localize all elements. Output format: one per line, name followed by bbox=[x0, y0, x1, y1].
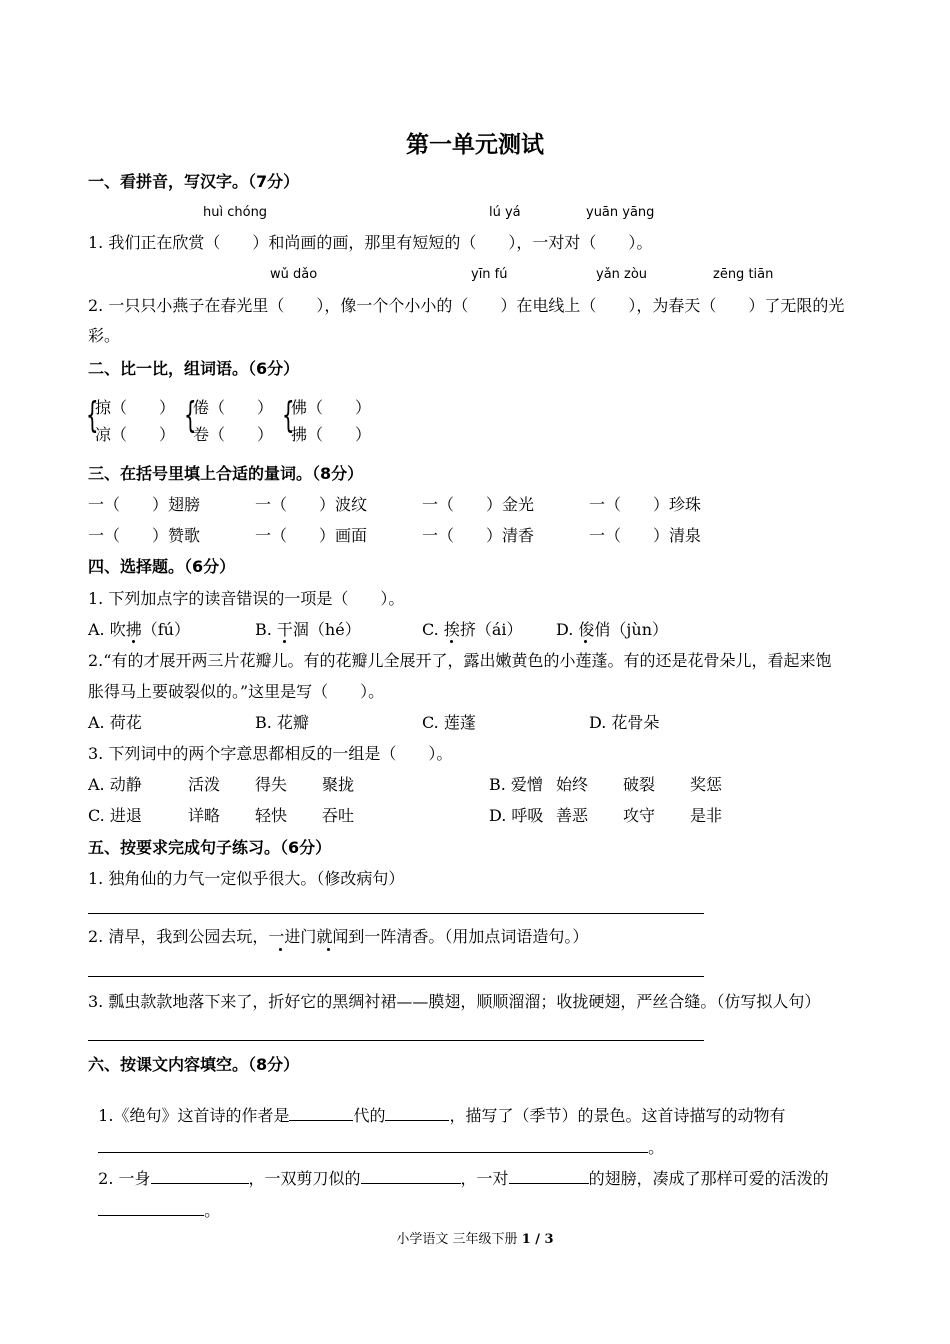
brace: { bbox=[86, 395, 99, 436]
option-word: 破裂 bbox=[623, 775, 656, 794]
pinyin: lú yá bbox=[489, 205, 521, 220]
question-text: 3. 瓢虫款款地落下来了，折好它的黑绸衬裙——膜翅，顺顺溜溜；收拢硬翅，严丝合缝。（仿写拟人句） bbox=[88, 992, 821, 1011]
page-number: 1 / 3 bbox=[521, 1232, 554, 1247]
blank[interactable] bbox=[361, 1169, 461, 1184]
pinyin: zēng tiān bbox=[713, 267, 774, 282]
blank[interactable] bbox=[98, 1201, 204, 1216]
fill-text: 。 bbox=[204, 1201, 221, 1220]
fill-text: 2. 一身 bbox=[98, 1169, 151, 1188]
pinyin: yīn fú bbox=[471, 267, 508, 282]
option-word: 始终 bbox=[556, 775, 589, 794]
section-3-heading: 三、在括号里填上合适的量词。（8分） bbox=[88, 464, 364, 483]
option-word: 是非 bbox=[690, 806, 723, 825]
section-5-heading: 五、按要求完成句子练习。（6分） bbox=[88, 838, 332, 857]
pinyin: huì chóng bbox=[203, 205, 268, 220]
emphasis-dot bbox=[450, 640, 453, 643]
option: D. 俊俏（jùn） bbox=[556, 620, 669, 639]
question-text: 3. 下列词中的两个字意思都相反的一组是（ ）。 bbox=[88, 744, 453, 763]
emphasis-dot bbox=[283, 640, 286, 643]
option: A. 荷花 bbox=[88, 713, 142, 732]
fill-text: 1.《绝句》这首诗的作者是 bbox=[98, 1106, 290, 1125]
measure-item: 一（ ）金光 bbox=[422, 495, 535, 514]
option: A. 动静 bbox=[88, 775, 142, 794]
fill-text: 。 bbox=[648, 1138, 665, 1157]
option-word: 活泼 bbox=[188, 775, 221, 794]
question-text: 胀得马上要破裂似的。”这里是写（ ）。 bbox=[88, 682, 385, 701]
answer-line[interactable] bbox=[88, 976, 704, 977]
question-text: 1. 我们正在欣赏（ ）和尚画的画，那里有短短的（ ），一对对（ ）。 bbox=[88, 233, 653, 252]
fill-text: 代的 bbox=[353, 1106, 386, 1125]
option-word: 轻快 bbox=[255, 806, 288, 825]
option: C. 进退 bbox=[88, 806, 142, 825]
measure-item: 一（ ）清香 bbox=[422, 526, 535, 545]
fill-text: ，一对 bbox=[460, 1169, 509, 1188]
fill-text: 的翅膀，凑成了那样可爱的活泼的 bbox=[588, 1169, 829, 1188]
measure-item: 一（ ）赞歌 bbox=[88, 526, 201, 545]
pinyin: wǔ dǎo bbox=[270, 267, 318, 282]
fill-text: ，一双剪刀似的 bbox=[248, 1169, 361, 1188]
brace: { bbox=[282, 395, 295, 436]
word-blank: 佛（ ） bbox=[291, 398, 372, 417]
fill-text: ，描写了（季节）的景色。这首诗描写的动物有 bbox=[449, 1106, 786, 1125]
emphasis-dot bbox=[584, 640, 587, 643]
option: C. 莲蓬 bbox=[422, 713, 476, 732]
answer-line[interactable] bbox=[88, 1040, 704, 1041]
word-blank: 倦（ ） bbox=[193, 398, 274, 417]
option: B. 花瓣 bbox=[255, 713, 309, 732]
question-text: 2. 清早，我到公园去玩，一进门就闻到一阵清香。（用加点词语造句。） bbox=[88, 927, 589, 946]
word-blank: 掠（ ） bbox=[95, 398, 176, 417]
option: D. 呼吸 bbox=[489, 806, 544, 825]
question-text: 彩。 bbox=[88, 326, 121, 345]
emphasis-dot bbox=[327, 948, 330, 951]
section-1-heading: 一、看拼音，写汉字。（7分） bbox=[88, 172, 300, 191]
word-blank: 凉（ ） bbox=[95, 425, 176, 444]
option: D. 花骨朵 bbox=[589, 713, 660, 732]
blank[interactable] bbox=[509, 1169, 589, 1184]
option-word: 攻守 bbox=[623, 806, 656, 825]
option-word: 聚拢 bbox=[322, 775, 355, 794]
option: A. 吹拂（fú） bbox=[88, 620, 190, 639]
section-6-heading: 六、按课文内容填空。（8分） bbox=[88, 1055, 300, 1074]
word-blank: 卷（ ） bbox=[193, 425, 274, 444]
option-word: 奖惩 bbox=[690, 775, 723, 794]
option: B. 干涸（hé） bbox=[255, 620, 361, 639]
measure-item: 一（ ）波纹 bbox=[255, 495, 368, 514]
pinyin: yuān yāng bbox=[586, 205, 655, 220]
question-text: 2. 一只只小燕子在春光里（ ），像一个个小小的（ ）在电线上（ ），为春天（ ）了无限的光 bbox=[88, 296, 845, 315]
option-word: 吞吐 bbox=[322, 806, 355, 825]
emphasis-dot bbox=[279, 948, 282, 951]
emphasis-dot bbox=[132, 640, 135, 643]
footer-text: 小学语文 三年级下册 bbox=[396, 1232, 522, 1247]
section-2-heading: 二、比一比，组词语。（6分） bbox=[88, 359, 300, 378]
question-text: 1. 下列加点字的读音错误的一项是（ ）。 bbox=[88, 589, 405, 608]
page-footer bbox=[0, 1228, 950, 1247]
page-title: 第一单元测试 bbox=[406, 132, 544, 158]
brace: { bbox=[184, 395, 197, 436]
option-word: 得失 bbox=[255, 775, 288, 794]
question-text: 1. 独角仙的力气一定似乎很大。（修改病句） bbox=[88, 869, 405, 888]
measure-item: 一（ ）画面 bbox=[255, 526, 368, 545]
word-blank: 拂（ ） bbox=[291, 425, 372, 444]
pinyin: yǎn zòu bbox=[596, 267, 648, 282]
measure-item: 一（ ）翅膀 bbox=[88, 495, 201, 514]
option: C. 挨挤（ái） bbox=[422, 620, 523, 639]
option: B. 爱憎 bbox=[489, 775, 543, 794]
option-word: 善恶 bbox=[556, 806, 589, 825]
section-4-heading: 四、选择题。（6分） bbox=[88, 557, 236, 576]
option-word: 详略 bbox=[188, 806, 221, 825]
question-text: 2.“有的才展开两三片花瓣儿。有的花瓣儿全展开了，露出嫩黄色的小莲蓬。有的还是花骨朵儿，看起来饱 bbox=[88, 651, 832, 670]
measure-item: 一（ ）清泉 bbox=[589, 526, 702, 545]
fill-line bbox=[88, 1181, 220, 1221]
answer-line[interactable] bbox=[88, 913, 704, 914]
measure-item: 一（ ）珍珠 bbox=[589, 495, 702, 514]
